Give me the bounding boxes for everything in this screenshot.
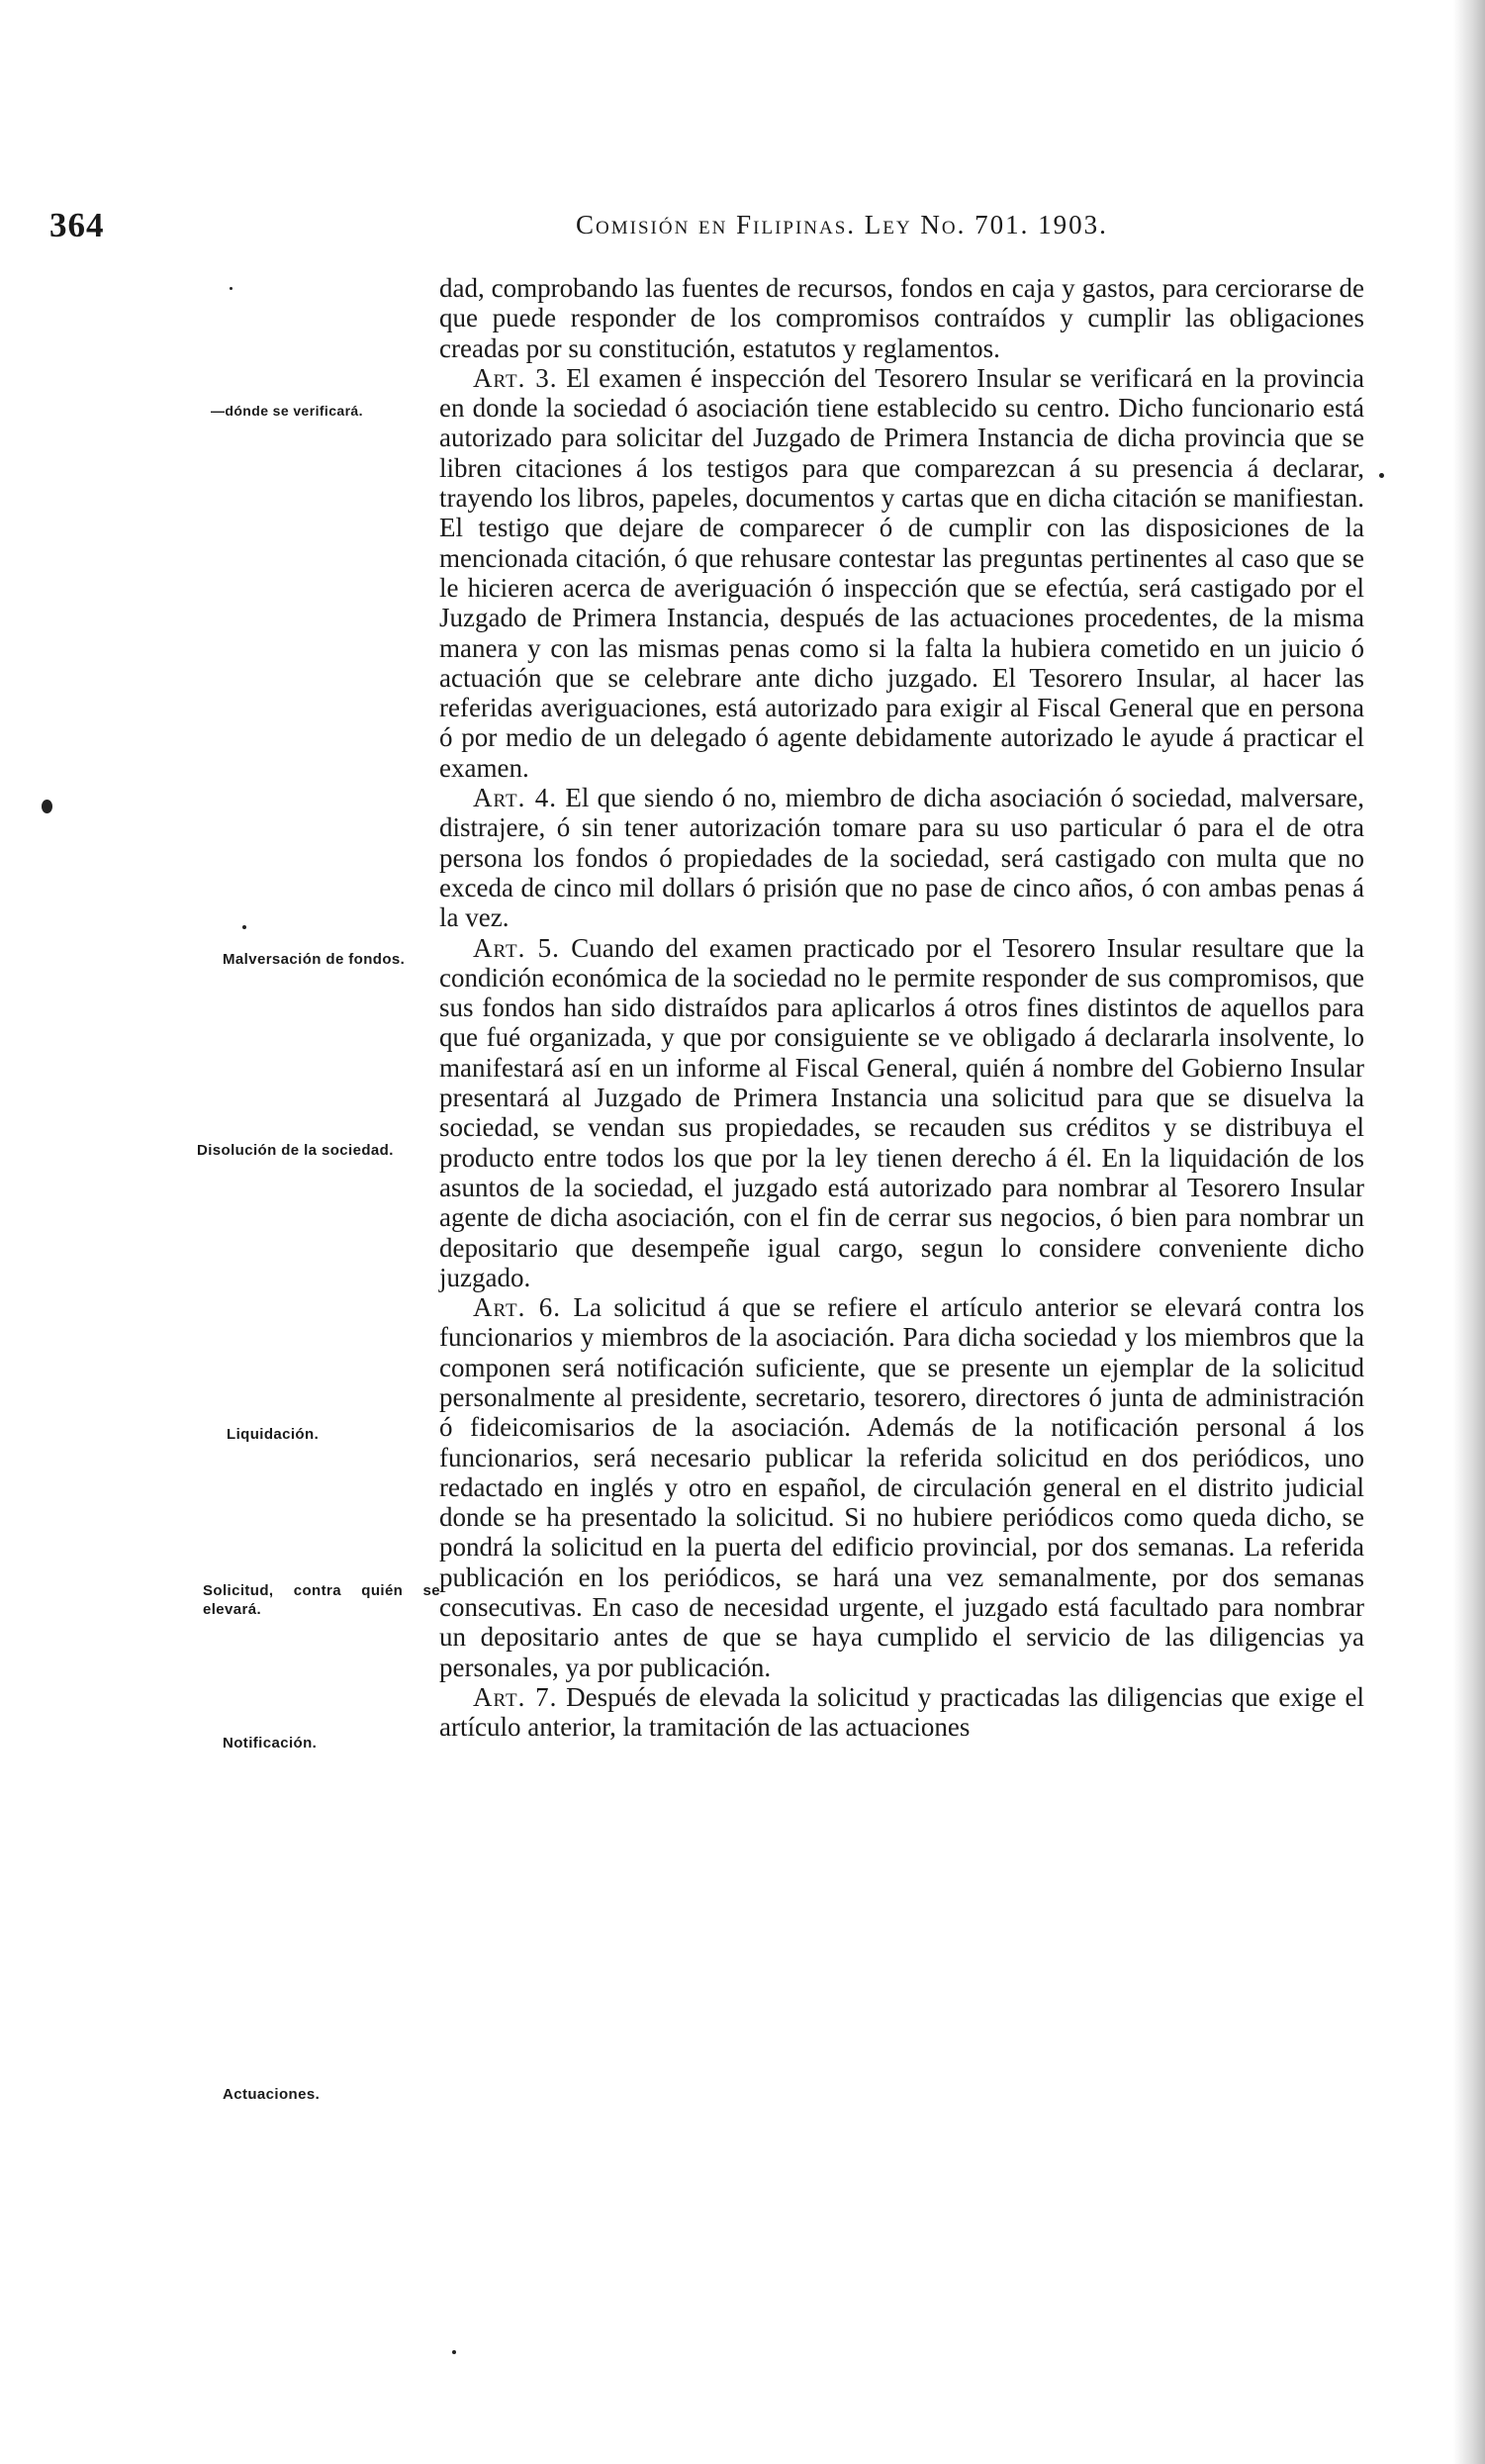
page-number: 364 xyxy=(49,206,105,244)
article-3 xyxy=(439,363,1364,783)
article-text: Después de elevada la solicitud y practicadas las diligencias que exige el artículo anterior, la tramitación de las actuaciones xyxy=(439,1681,1365,1743)
margin-note: Disolución de la sociedad. xyxy=(197,1142,394,1159)
ink-speck xyxy=(230,287,232,290)
article-4 xyxy=(439,783,1364,932)
margin-note: —dónde se verificará. xyxy=(211,403,363,419)
paragraph xyxy=(439,273,1364,363)
margin-note: Liquidación. xyxy=(227,1426,320,1443)
article-text: La solicitud á que se refiere el artículo anterior se elevará contra los funcionarios y miembros de la asociación. Para dicha sociedad y los miembros que la componen será notificación suficiente, que se presente un ejemplar de la solicitud personalmente al presidente, secretario, tesorero, directores ó junta de administración ó fideicomisarios de la asociación. Además de la notificación personal á los funcionarios, será necesario publicar la referida solicitud en dos periódicos, uno redactado en inglés y otro en español, de circulación general en el distrito judicial donde se ha presentado la solicitud. Si no hubiere periódicos como queda dicho, se pondrá la solicitud en la puerta del edificio provincial, por dos semanas. La referida publicación en los periódicos, se hará una vez semanalmente, por dos semanas consecutivas. En caso de necesidad urgente, el juzgado está facultado para nombrar un depositario antes de que se haya cumplido el servicio de las diligencias ya personales, ya por publicación. xyxy=(439,1292,1365,1682)
ink-speck xyxy=(42,800,52,813)
article-text: El examen é inspección del Tesorero Insular se verificará en la provincia en donde la sociedad ó asociación tiene establecido su centro. Dicho funcionario está autorizado para solicitar del Juzgado de Primera Instancia de dicha provincia que se libren citaciones á los testigos para que comparezcan á su presencia á declarar, trayendo los libros, papeles, documentos y cartas que en dicha citación se manifiestan. El testigo que dejare de comparecer ó de cumplir con las disposiciones de la mencionada citación, ó que rehusare contestar las preguntas pertinentes al caso que se le hicieren acerca de averiguación ó inspección que se efectúa, será castigado por el Juzgado de Primera Instancia, después de las actuaciones procedentes, de la misma manera y con las mismas penas como si la falta la hubiera cometido en un juicio ó actuación que se celebrare ante dicho juzgado. El Tesorero Insular, al hacer las referidas averiguaciones, está autorizado para exigir al Fiscal General que en persona ó por medio de un delegado ó agente debidamente autorizado le ayude á practicar el examen. xyxy=(439,362,1365,783)
page-edge-shadow xyxy=(1453,0,1485,2464)
margin-note: Actuaciones. xyxy=(223,2086,321,2103)
article-6 xyxy=(439,1292,1364,1682)
article-label: Art. 4. xyxy=(473,783,557,813)
article-7 xyxy=(439,1682,1364,1743)
article-text: El que siendo ó no, miembro de dicha asociación ó sociedad, malversare, distrajere, ó sin tener autorización tomare para su uso particular ó para el de otra persona los fondos ó propiedades de la sociedad, será castigado con multa que no exceda de cinco mil dollars ó prisión que no pase de cinco años, ó con ambas penas á la vez. xyxy=(439,783,1365,933)
body-text xyxy=(439,273,1364,1743)
article-label: Art. 6. xyxy=(473,1292,562,1323)
margin-note: Notificación. xyxy=(223,1735,318,1752)
ink-speck xyxy=(1379,473,1384,478)
ink-speck xyxy=(242,925,246,929)
margin-note: Malversación de fondos. xyxy=(223,951,406,968)
article-5 xyxy=(439,933,1364,1293)
running-title: Comisión en Filipinas. Ley No. 701. 1903. xyxy=(576,210,1108,239)
article-label: Art. 3. xyxy=(473,362,558,393)
paragraph-text: dad, comprobando las fuentes de recursos, fondos en caja y gastos, para cerciorarse de que puede responder de los compromisos contraídos y cumplir las obligaciones creadas por su constitución, estatutos y reglamentos. xyxy=(439,273,1364,363)
article-text: Cuando del examen practicado por el Tesorero Insular resultare que la condición económica de la sociedad no le permite responder de sus compromisos, que sus fondos han sido distraídos para aplicarlos á otros fines distintos de aquellos para que fué organizada, y que por consiguiente se ve obligado á declararla insolvente, lo manifestará así en un informe al Fiscal General, quién á nombre del Gobierno Insular presentará al Juzgado de Primera Instancia una solicitud para que se disuelva la sociedad, se vendan sus propiedades, se recauden sus créditos y se distribuya el producto entre todos los que por la ley tienen derecho á él. En la liquidación de los asuntos de la sociedad, el juzgado está autorizado para nombrar al Tesorero Insular agente de dicha asociación, con el fin de cerrar sus negocios, ó bien para nombrar un depositario que desempeñe igual cargo, segun lo considere conveniente dicho juzgado. xyxy=(439,932,1364,1292)
ink-speck xyxy=(452,2350,456,2354)
article-label: Art. 5. xyxy=(473,932,560,963)
running-header xyxy=(49,206,1252,245)
margin-note: Solicitud, contra quién se elevará. xyxy=(203,1582,440,1618)
article-label: Art. 7. xyxy=(473,1681,558,1712)
